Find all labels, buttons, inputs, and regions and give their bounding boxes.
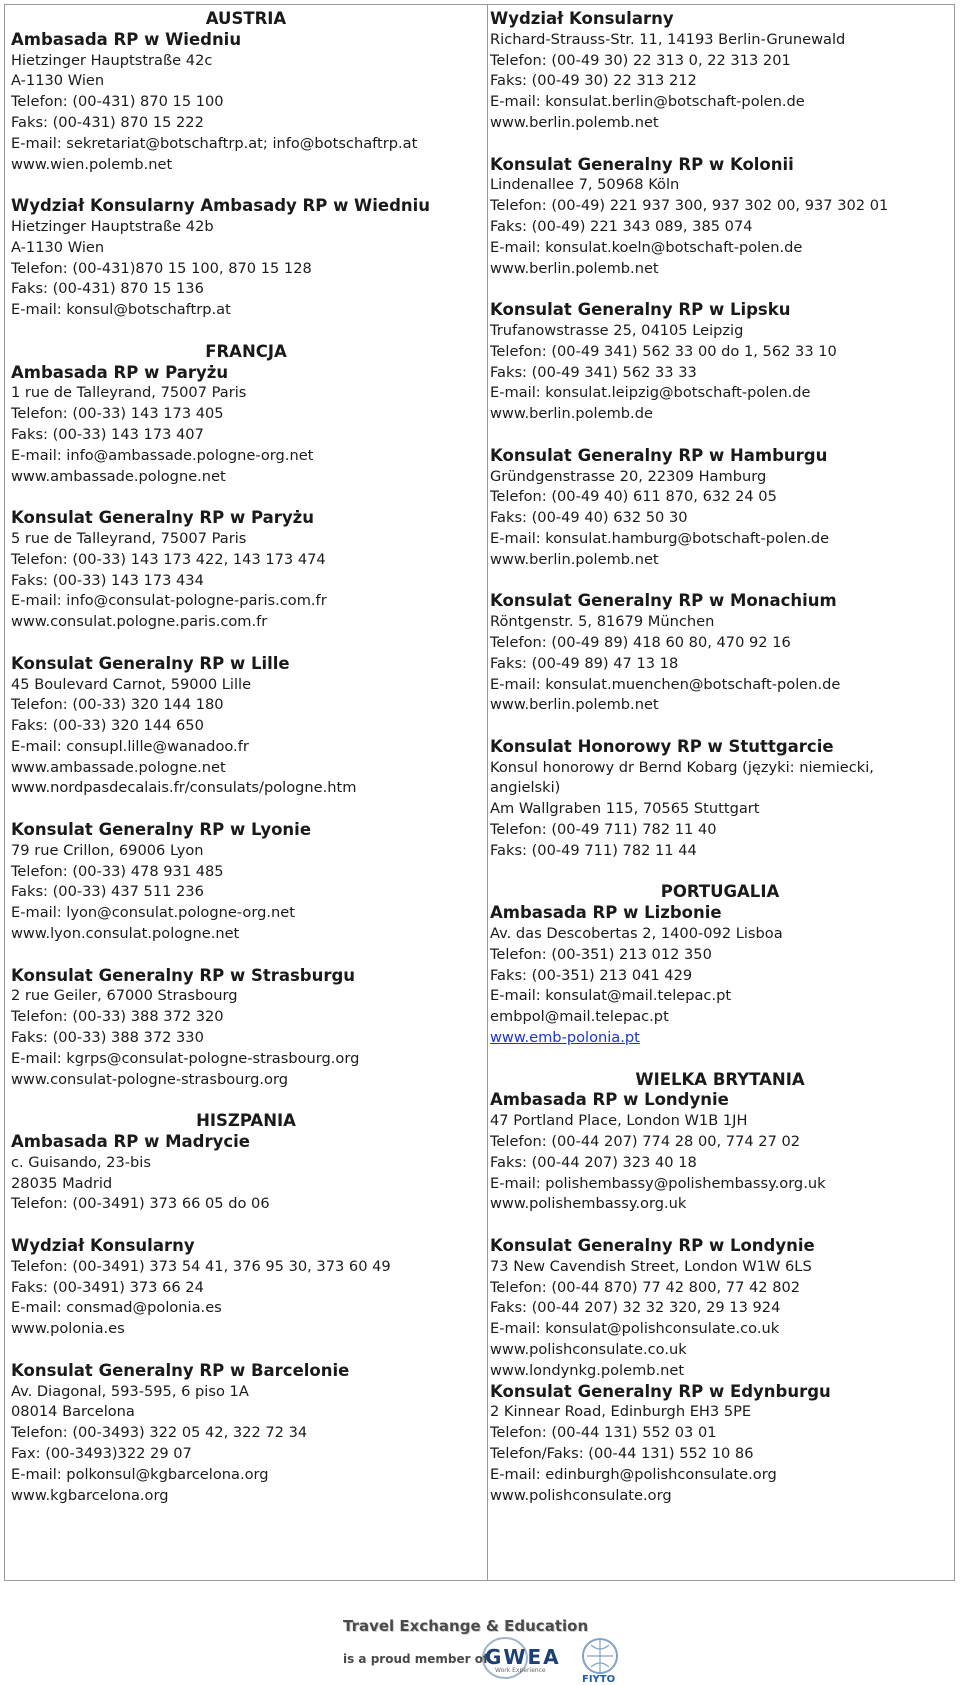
footer-logo — [335, 1612, 635, 1685]
country-heading: HISZPANIA — [196, 1111, 296, 1131]
office-detail: Faks: (00-49) 221 343 089, 385 074 — [490, 217, 753, 235]
office-detail: 79 rue Crillon, 69006 Lyon — [11, 841, 204, 859]
office-detail: Faks: (00-33) 437 511 236 — [11, 883, 204, 901]
directory-table — [4, 4, 955, 1581]
office-detail: Faks: (00-49 30) 22 313 212 — [490, 72, 697, 90]
office-detail: embpol@mail.telepac.pt — [490, 1008, 669, 1026]
office-entry — [490, 446, 950, 571]
office-detail: Am Wallgraben 115, 70565 Stuttgart — [490, 800, 760, 818]
office-detail: www.berlin.polemb.net — [490, 550, 659, 568]
office-title: Konsulat Generalny RP w Kolonii — [490, 154, 794, 174]
column-divider — [487, 5, 488, 1580]
office-detail: E-mail: polkonsul@kgbarcelona.org — [11, 1465, 269, 1483]
office-detail: Telefon: (00-33) 143 173 422, 143 173 474 — [11, 550, 326, 568]
country-heading: WIELKA BRYTANIA — [635, 1069, 805, 1089]
office-title: Konsulat Generalny RP w Barcelonie — [11, 1360, 350, 1380]
office-title: Konsulat Generalny RP w Edynburgu — [490, 1381, 831, 1401]
office-detail: Faks: (00-49 711) 782 11 44 — [490, 841, 697, 859]
office-title: Konsulat Generalny RP w Lyonie — [11, 820, 312, 840]
office-detail: E-mail: consmad@polonia.es — [11, 1299, 222, 1317]
office-detail: www.berlin.polemb.net — [490, 113, 659, 131]
office-detail: 47 Portland Place, London W1B 1JH — [490, 1112, 748, 1130]
office-detail: E-mail: konsulat.hamburg@botschaft-polen.de — [490, 529, 830, 547]
office-detail: Faks: (00-431) 870 15 136 — [11, 280, 204, 298]
office-entry — [11, 966, 481, 1091]
office-detail: Faks: (00-49 89) 47 13 18 — [490, 654, 679, 672]
office-detail: E-mail: polishembassy@polishembassy.org.uk — [490, 1174, 826, 1192]
office-detail: Röntgenstr. 5, 81679 München — [490, 613, 715, 631]
office-detail: c. Guisando, 23-bis — [11, 1153, 151, 1171]
office-detail: www.polishconsulate.org — [490, 1486, 672, 1504]
office-title: Wydział Konsularny — [490, 9, 674, 28]
office-entry — [490, 903, 950, 1049]
office-detail: E-mail: kgrps@consulat-pologne-strasbourg.org — [11, 1049, 360, 1067]
office-title: Konsulat Generalny RP w Lille — [11, 653, 290, 673]
office-detail: www.polishconsulate.co.uk — [490, 1341, 687, 1358]
office-entry — [11, 1132, 481, 1215]
office-entry — [11, 363, 481, 488]
office-entry — [490, 591, 950, 716]
office-detail: 28035 Madrid — [11, 1174, 113, 1192]
office-entry — [490, 9, 950, 134]
office-title: Wydział Konsularny Ambasady RP w Wiedniu — [11, 196, 431, 216]
footer-line2: is a proud member of — [343, 1652, 489, 1666]
office-detail: E-mail: consupl.lille@wanadoo.fr — [11, 737, 249, 755]
office-detail: Hietzinger Hauptstraße 42c — [11, 51, 213, 69]
gwea-logo: GWEA — [485, 1645, 561, 1669]
office-detail: Telefon: (00-33) 320 144 180 — [11, 696, 224, 714]
office-detail: Telefon: (00-3491) 373 54 41, 376 95 30, 373 60 49 — [11, 1257, 391, 1275]
office-detail: Telefon: (00-44 207) 774 28 00, 774 27 02 — [490, 1133, 801, 1151]
office-detail: Telefon: (00-33) 478 931 485 — [11, 862, 224, 880]
office-detail: www.polonia.es — [11, 1320, 125, 1338]
office-detail: Av. Diagonal, 593-595, 6 piso 1A — [11, 1382, 249, 1400]
office-detail: Telefon: (00-49) 221 937 300, 937 302 00, 937 302 01 — [490, 197, 889, 215]
office-detail: 5 rue de Talleyrand, 75007 Paris — [11, 529, 247, 547]
office-detail: 08014 Barcelona — [11, 1403, 135, 1421]
office-entry — [490, 1382, 950, 1507]
office-title: Konsulat Generalny RP w Londynie — [490, 1236, 815, 1256]
office-detail: Faks: (00-49 40) 632 50 30 — [490, 509, 688, 527]
office-entry — [11, 196, 481, 321]
office-detail: A-1130 Wien — [11, 72, 105, 90]
office-detail: Telefon: (00-33) 388 372 320 — [11, 1008, 224, 1026]
office-detail: Faks: (00-33) 143 173 434 — [11, 571, 204, 589]
office-detail: www.kgbarcelona.org — [11, 1486, 169, 1504]
left-column — [11, 9, 481, 1506]
office-detail: www.consulat.pologne.paris.com.fr — [11, 613, 268, 631]
office-detail: E-mail: info@consulat-pologne-paris.com.fr — [11, 592, 327, 610]
office-detail: 73 New Cavendish Street, London W1W 6LS — [490, 1257, 812, 1275]
office-website — [490, 1028, 950, 1049]
office-title: Konsulat Generalny RP w Hamburgu — [490, 445, 828, 465]
office-title: Konsulat Generalny RP w Monachium — [490, 591, 837, 611]
office-detail: Faks: (00-44 207) 323 40 18 — [490, 1153, 697, 1171]
office-detail: Telefon: (00-49 89) 418 60 80, 470 92 16 — [490, 633, 791, 651]
office-detail: E-mail: konsulat.koeln@botschaft-polen.de — [490, 238, 803, 256]
office-detail: 2 Kinnear Road, Edinburgh EH3 5PE — [490, 1403, 752, 1421]
office-title: Ambasada RP w Lizbonie — [490, 903, 722, 923]
office-entry — [11, 508, 481, 633]
office-entry — [11, 1236, 481, 1340]
office-entry — [11, 820, 481, 945]
office-detail: Telefon: (00-351) 213 012 350 — [490, 945, 712, 963]
office-detail: Richard-Strauss-Str. 11, 14193 Berlin-Grunewald — [490, 30, 846, 48]
office-title: Wydział Konsularny — [11, 1236, 195, 1256]
office-detail: www.polishembassy.org.uk — [490, 1195, 687, 1213]
office-detail: Faks: (00-33) 320 144 650 — [11, 717, 204, 735]
office-title: Konsulat Generalny RP w Strasburgu — [11, 965, 356, 985]
country-heading: FRANCJA — [205, 341, 287, 361]
office-detail: E-mail: konsulat.muenchen@botschaft-polen.de — [490, 675, 841, 693]
office-title: Konsulat Honorowy RP w Stuttgarcie — [490, 736, 834, 756]
office-detail: Faks: (00-33) 143 173 407 — [11, 425, 204, 443]
office-detail: Konsul honorowy dr Bernd Kobarg (języki: niemiecki, — [490, 758, 874, 776]
office-detail: Telefon: (00-49 341) 562 33 00 do 1, 562 33 10 — [490, 342, 837, 360]
office-detail: E-mail: edinburgh@polishconsulate.org — [490, 1465, 777, 1483]
country-heading: AUSTRIA — [205, 9, 287, 28]
office-title: Ambasada RP w Wiedniu — [11, 29, 242, 49]
office-detail: Telefon: (00-49 30) 22 313 0, 22 313 201 — [490, 51, 791, 69]
office-entry — [490, 155, 950, 280]
office-detail: www.londynkg.polemb.net — [490, 1361, 685, 1379]
office-detail: A-1130 Wien — [11, 238, 105, 256]
office-detail: www.lyon.consulat.pologne.net — [11, 925, 240, 943]
office-detail: Faks: (00-33) 388 372 330 — [11, 1029, 204, 1047]
office-detail: Fax: (00-3493)322 29 07 — [11, 1444, 192, 1462]
office-detail: Gründgenstrasse 20, 22309 Hamburg — [490, 467, 767, 485]
fiyto-logo: FIYTO — [582, 1674, 616, 1685]
footer-line1: Travel Exchange & Education — [343, 1617, 589, 1635]
office-detail: Av. das Descobertas 2, 1400-092 Lisboa — [490, 925, 783, 943]
office-detail: Telefon: (00-431)870 15 100, 870 15 128 — [11, 259, 312, 277]
office-detail: E-mail: konsulat@polishconsulate.co.uk — [490, 1320, 780, 1338]
office-detail: E-mail: info@ambassade.pologne-org.net — [11, 446, 314, 464]
office-detail: E-mail: konsulat@mail.telepac.pt — [490, 987, 732, 1005]
office-detail: angielski) — [490, 779, 561, 797]
office-detail: E-mail: sekretariat@botschaftrp.at; info@botschaftrp.at — [11, 134, 418, 152]
office-detail: Trufanowstrasse 25, 04105 Leipzig — [490, 321, 744, 339]
office-detail: www.nordpasdecalais.fr/consulats/pologne.htm — [11, 779, 357, 797]
office-detail: Telefon: (00-3491) 373 66 05 do 06 — [11, 1195, 270, 1213]
office-entry — [11, 30, 481, 176]
office-detail: E-mail: konsul@botschaftrp.at — [11, 301, 231, 319]
office-detail: Lindenallee 7, 50968 Köln — [490, 176, 680, 194]
office-entry — [11, 654, 481, 800]
office-entry — [490, 1090, 950, 1215]
office-detail: www.ambassade.pologne.net — [11, 467, 226, 485]
office-detail: Telefon/Faks: (00-44 131) 552 10 86 — [490, 1444, 754, 1462]
office-entry — [490, 1236, 950, 1382]
right-column — [490, 9, 950, 1506]
office-title: Konsulat Generalny RP w Paryżu — [11, 508, 314, 528]
country-heading: PORTUGALIA — [660, 882, 780, 902]
office-detail: Hietzinger Hauptstraße 42b — [11, 217, 214, 235]
office-detail: www.consulat-pologne-strasbourg.org — [11, 1070, 288, 1088]
office-detail: E-mail: lyon@consulat.pologne-org.net — [11, 904, 295, 922]
office-title: Ambasada RP w Madrycie — [11, 1132, 250, 1152]
office-title: Konsulat Generalny RP w Lipsku — [490, 300, 791, 320]
office-detail: Telefon: (00-44 131) 552 03 01 — [490, 1424, 717, 1442]
office-detail: Telefon: (00-49 711) 782 11 40 — [490, 821, 717, 839]
office-detail: www.berlin.polemb.de — [490, 405, 653, 423]
office-detail: www.berlin.polemb.net — [490, 259, 659, 277]
office-entry — [490, 300, 950, 425]
office-entry — [11, 1361, 481, 1507]
office-detail: 2 rue Geiler, 67000 Strasbourg — [11, 987, 238, 1005]
office-title: Ambasada RP w Londynie — [490, 1090, 729, 1110]
office-entry — [490, 737, 950, 862]
office-detail: Faks: (00-49 341) 562 33 33 — [490, 363, 697, 381]
office-detail: www.wien.polemb.net — [11, 155, 173, 173]
office-detail: Faks: (00-431) 870 15 222 — [11, 113, 204, 131]
office-detail: Faks: (00-3491) 373 66 24 — [11, 1278, 204, 1296]
gwea-logo-subtitle: Work Experience — [495, 1667, 546, 1674]
office-detail: Telefon: (00-49 40) 611 870, 632 24 05 — [490, 488, 777, 506]
office-detail: E-mail: konsulat.berlin@botschaft-polen.de — [490, 93, 805, 111]
office-detail: Telefon: (00-33) 143 173 405 — [11, 405, 224, 423]
office-detail: Faks: (00-351) 213 041 429 — [490, 966, 693, 984]
office-title: Ambasada RP w Paryżu — [11, 362, 229, 382]
office-detail: www.ambassade.pologne.net — [11, 758, 226, 776]
office-detail: E-mail: konsulat.leipzig@botschaft-polen.de — [490, 384, 811, 402]
office-detail: Telefon: (00-431) 870 15 100 — [11, 93, 224, 111]
office-detail: Faks: (00-44 207) 32 32 320, 29 13 924 — [490, 1299, 781, 1317]
office-detail: 1 rue de Talleyrand, 75007 Paris — [11, 384, 247, 402]
website-link[interactable]: www.emb-polonia.pt — [490, 1029, 640, 1047]
office-detail: 45 Boulevard Carnot, 59000 Lille — [11, 675, 252, 693]
office-detail: www.berlin.polemb.net — [490, 696, 659, 714]
office-detail: Telefon: (00-44 870) 77 42 800, 77 42 802 — [490, 1278, 801, 1296]
office-detail: Telefon: (00-3493) 322 05 42, 322 72 34 — [11, 1424, 308, 1442]
